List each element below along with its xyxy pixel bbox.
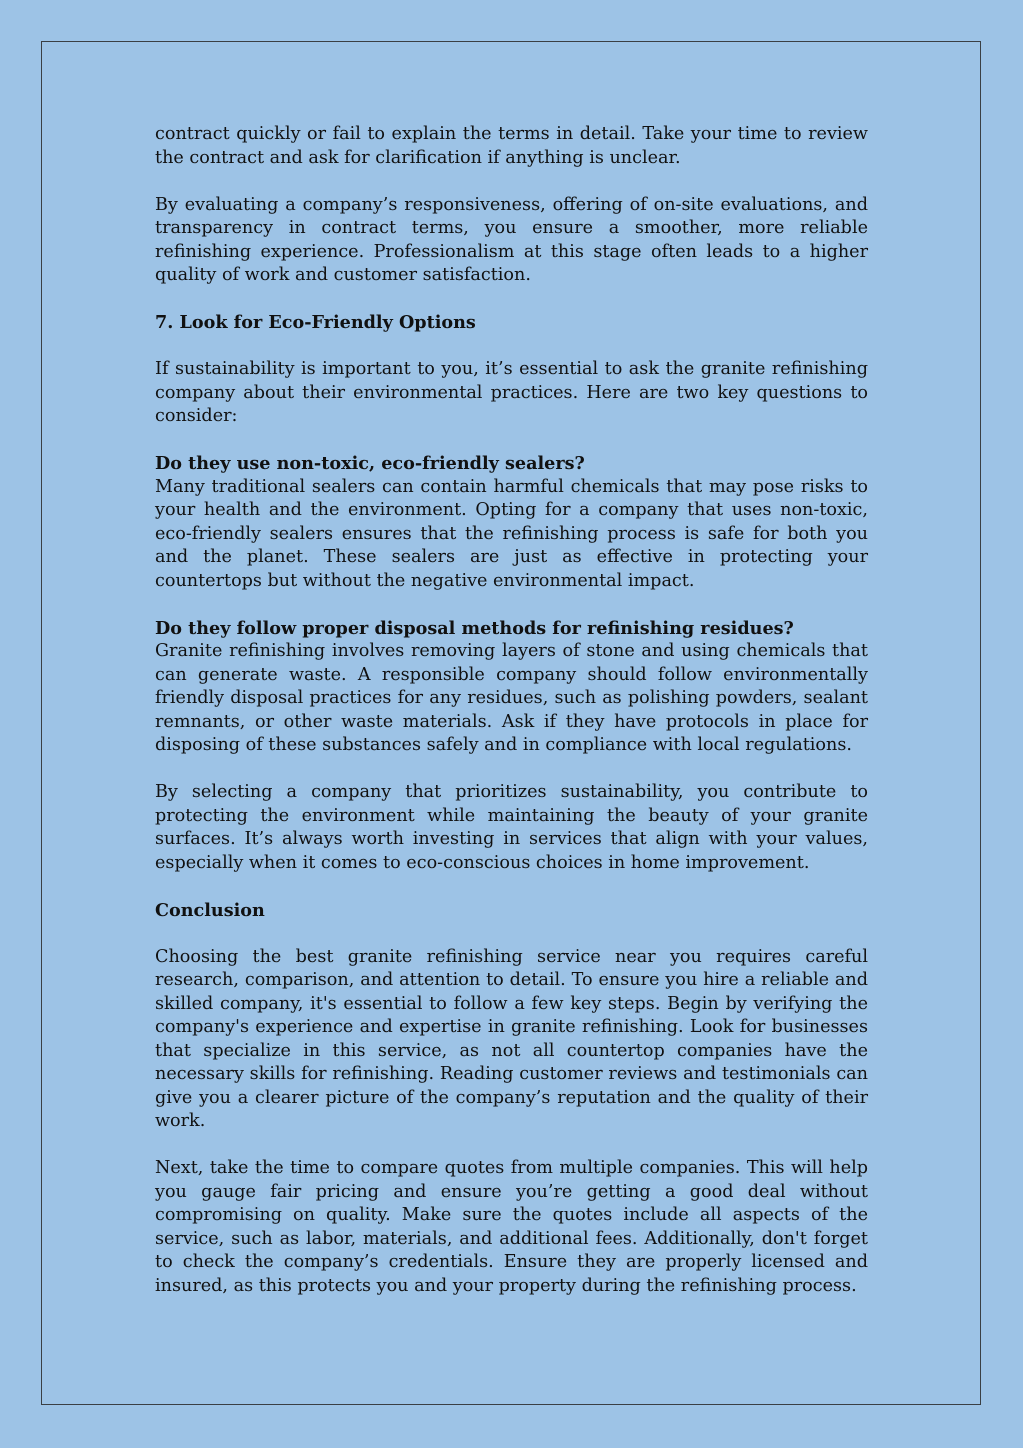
paragraph-evaluating-company: By evaluating a company’s responsiveness, offering of on-site evaluations, and transparency in contract terms, you ensure a smoother, more reliable refinishing experience. Professionalism at this stage often leads to a higher quality of work and customer satisfaction. — [155, 194, 868, 285]
paragraph-sustainability-intro: If sustainability is important to you, it’s essential to ask the granite refinishing company about their environmental practices. Here are two key questions to consider: — [155, 359, 868, 426]
section-heading-conclusion: Conclusion — [155, 899, 265, 921]
section-heading-eco-friendly: 7. Look for Eco-Friendly Options — [155, 312, 476, 333]
question-heading-sealers: Do they use non-toxic, eco-friendly sealers? — [155, 453, 585, 474]
paragraph-conclusion-quotes: Next, take the time to compare quotes from multiple companies. This will help you gauge fair pricing and ensure you’re getting a good deal without compromising on quality. Make sure the quotes include all aspects of the service, such as labor, materials, and additional fees. Additionally, don't forget to check the company’s credentials. Ensure they are properly licensed and insured, as this protects you and your property during the refinishing process. — [155, 1158, 868, 1296]
question-heading-disposal: Do they follow proper disposal methods for refinishing residues? — [155, 617, 794, 639]
paragraph-conclusion-choosing: Choosing the best granite refinishing service near you requires careful research, comparison, and attention to detail. To ensure you hire a reliable and skilled company, it's essential to follow a few key steps. Begin by verifying the company's experience and expertise in granite refinishing. Look for businesses that specialize in this service, as not all countertop companies have the necessary skills for refinishing. Reading customer reviews and testimonials can give you a clearer picture of the company’s reputation and the quality of their work. — [155, 946, 868, 1131]
paragraph-contract-review: contract quickly or fail to explain the terms in detail. Take your time to review the contract and ask for clarification if anything is unclear. — [155, 124, 868, 168]
paragraph-sealers: Many traditional sealers can contain harmful chemicals that may pose risks to your health and the environment. Opting for a company that uses non-toxic, eco-friendly sealers ensures that the refinishing process is safe for both you and the planet. These sealers are just as effective in protecting your countertops but without the negative environmental impact. — [155, 476, 868, 591]
paragraph-disposal: Granite refinishing involves removing layers of stone and using chemicals that can generate waste. A responsible company should follow environmentally friendly disposal practices for any residues, such as polishing powders, sealant remnants, or other waste materials. Ask if they have protocols in place for disposing of these substances safely and in compliance with local regulations. — [155, 641, 868, 755]
paragraph-sustainability-summary: By selecting a company that prioritizes sustainability, you contribute to protecting the environment while maintaining the beauty of your granite surfaces. It’s always worth investing in services that align with your values, especially when it comes to eco-conscious choices in home improvement. — [155, 782, 868, 873]
document-body — [155, 123, 868, 1298]
